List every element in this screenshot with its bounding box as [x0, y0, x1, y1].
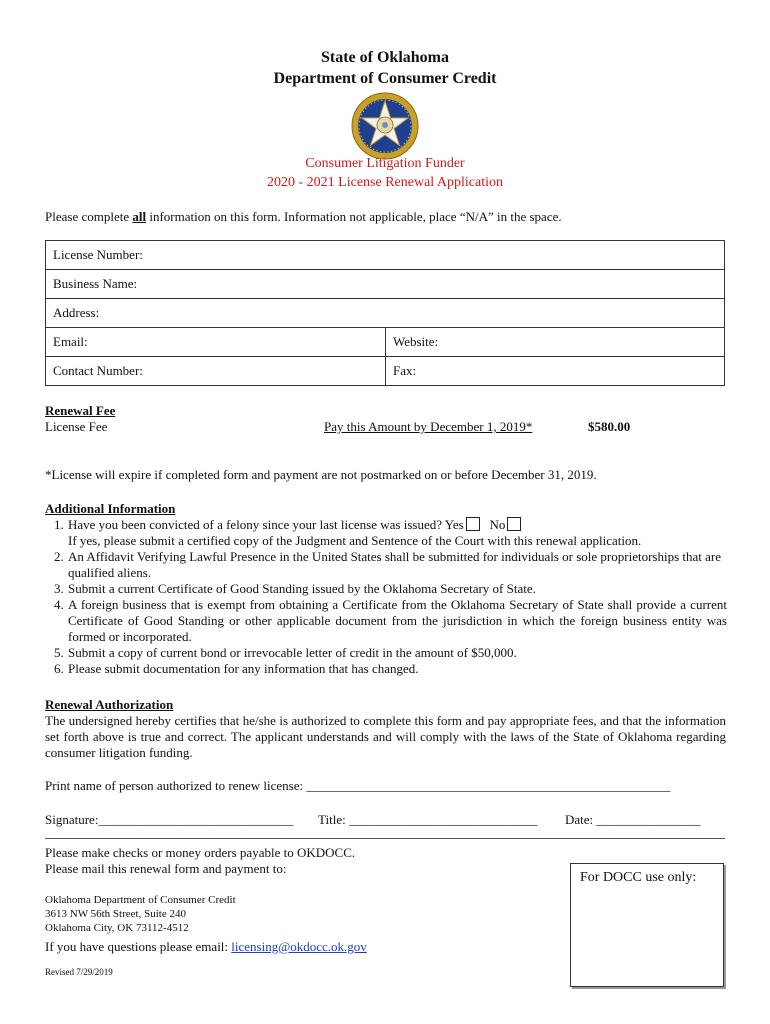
licensee-info-table: [45, 240, 725, 386]
fax-field[interactable]: [386, 357, 725, 386]
list-item: 2. An Affidavit Verifying Lawful Presence in the United States shall be submitted for individuals or sole proprietorships that are qualified aliens.: [67, 549, 727, 581]
payment-checks-note: Please make checks or money orders payable to OKDOCC.: [45, 845, 356, 860]
email-field[interactable]: [46, 328, 386, 357]
revision-date: Revised 7/29/2019: [45, 967, 113, 977]
signature-field[interactable]: Signature:______________________________: [45, 812, 294, 827]
additional-info-heading: Additional Information: [45, 501, 176, 516]
form-name: 2020 - 2021 License Renewal Application: [267, 175, 503, 190]
oklahoma-state-seal-icon: [351, 92, 419, 160]
intro-instructions: [45, 209, 735, 225]
intro-text-end: information on this form. Information not applicable, place “N/A” in the space.: [146, 209, 562, 224]
questions-line: [45, 939, 367, 955]
business-name-label: Business Name:: [53, 276, 138, 291]
print-name-field[interactable]: Print name of person authorized to renew license: ________________________________________________________: [45, 778, 671, 793]
email-label: Email:: [53, 334, 88, 349]
list-item: 6. Please submit documentation for any information that has changed.: [67, 661, 727, 677]
license-number-field[interactable]: [46, 241, 725, 270]
title-field[interactable]: Title: _____________________________: [318, 812, 538, 827]
renewal-fee-heading: Renewal Fee: [45, 403, 116, 418]
fax-label: Fax:: [393, 363, 417, 378]
website-label: Website:: [393, 334, 439, 349]
list-item: 3. Submit a current Certificate of Good Standing issued by the Oklahoma Secretary of State.: [67, 581, 727, 597]
list-item: [67, 517, 727, 549]
docc-use-only-box: [570, 863, 724, 987]
questions-label: If you have questions please email:: [45, 939, 232, 954]
contact-number-label: Contact Number:: [53, 363, 143, 378]
mailing-address: [45, 893, 236, 935]
date-field[interactable]: Date: ________________: [565, 812, 701, 827]
yes-label: Yes: [444, 517, 464, 532]
license-fee-label: License Fee: [45, 419, 108, 434]
section-divider: [45, 838, 725, 839]
contact-number-field[interactable]: [46, 357, 386, 386]
agency-department: Department of Consumer Credit: [273, 70, 497, 87]
authorization-heading: Renewal Authorization: [45, 697, 174, 712]
address-line-1: Oklahoma Department of Consumer Credit: [45, 894, 236, 906]
intro-text-start: Please complete: [45, 209, 133, 224]
address-label: Address:: [53, 305, 100, 320]
website-field[interactable]: [386, 328, 725, 357]
intro-emphasis: all: [132, 209, 147, 224]
payment-mail-note: Please mail this renewal form and payment to:: [45, 861, 287, 876]
business-name-field[interactable]: [46, 270, 725, 299]
contact-email-link[interactable]: licensing@okdocc.ok.gov: [231, 939, 367, 954]
fee-due-text: Pay this Amount by December 1, 2019*: [324, 419, 533, 434]
address-line-2: 3613 NW 56th Street, Suite 240: [45, 908, 186, 920]
address-line-3: Oklahoma City, OK 73112-4512: [45, 922, 189, 934]
yes-checkbox[interactable]: [466, 517, 480, 531]
felony-followup: If yes, please submit a certified copy of the Judgment and Sentence of the Court with this renewal application.: [68, 533, 642, 548]
list-item: 4. A foreign business that is exempt from obtaining a Certificate from the Oklahoma Secretary of State shall provide a current Certificate of Good Standing or other applicable document from the jurisdiction in which the foreign business entity was formed or incorporated.: [67, 597, 727, 645]
docc-use-only-label: For DOCC use only:: [580, 870, 697, 885]
no-label: No: [489, 517, 506, 532]
additional-info-list-wrapper: [45, 517, 727, 677]
license-number-label: License Number:: [53, 247, 143, 262]
list-item: 5. Submit a copy of current bond or irrevocable letter of credit in the amount of $50,000.: [67, 645, 727, 661]
agency-state: State of Oklahoma: [321, 49, 449, 66]
form-type: Consumer Litigation Funder: [305, 156, 465, 171]
felony-question: Have you been convicted of a felony since your last license was issued?: [68, 517, 442, 532]
no-checkbox[interactable]: [507, 517, 521, 531]
expiry-note: *License will expire if completed form and payment are not postmarked on or before December 31, 2019.: [45, 467, 597, 482]
address-field[interactable]: [46, 299, 725, 328]
fee-amount: $580.00: [588, 419, 631, 434]
additional-info-list: [45, 517, 727, 677]
authorization-text: The undersigned hereby certifies that he/she is authorized to complete this form and pay appropriate fees, and that the information set forth above is true and correct. The applicant understands and will comply with the laws of the State of Oklahoma regarding consumer litigation funding.: [45, 713, 726, 760]
